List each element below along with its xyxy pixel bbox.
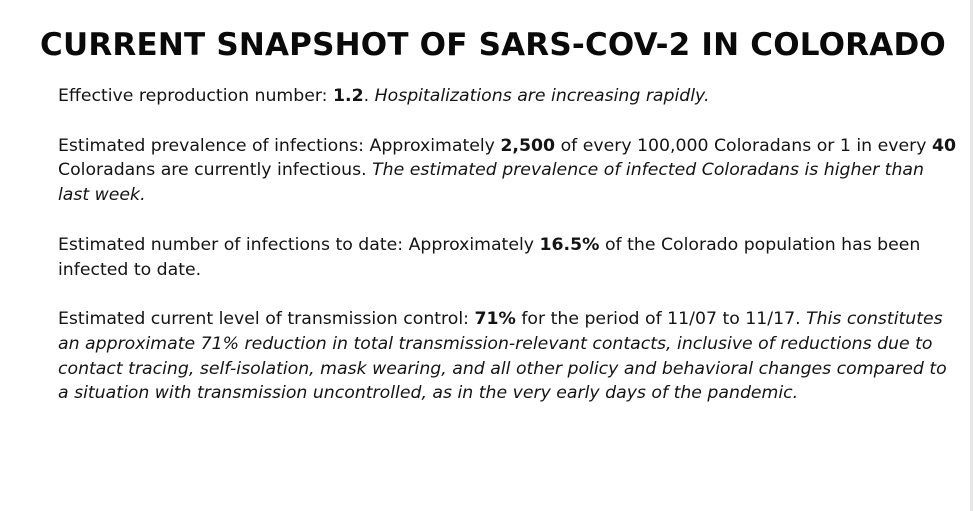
reproduction-note: Hospitalizations are increasing rapidly.: [374, 86, 710, 106]
prevalence-text-2: Coloradans are currently infectious.: [58, 160, 373, 181]
prevalence-paragraph: [58, 134, 958, 208]
prevalence-note: The estimated prevalence of infected Coloradans is higher than last week.: [58, 160, 924, 206]
slide-title: CURRENT SNAPSHOT OF SARS-COV-2 IN COLORADO: [40, 27, 946, 63]
transmission-value: 71%: [474, 309, 516, 330]
slide-body: [58, 84, 958, 406]
infections-paragraph: [58, 233, 958, 282]
reproduction-label: Effective reproduction number:: [58, 86, 333, 106]
prevalence-count: 2,500: [500, 135, 556, 156]
transmission-text: for the period of 11/07 to 11/17.: [515, 309, 807, 330]
reproduction-period: .: [363, 86, 375, 106]
infections-text: of the Colorado population has been infected to date.: [58, 234, 921, 280]
reproduction-paragraph: [58, 84, 958, 109]
transmission-label: Estimated current level of transmission control:: [58, 309, 475, 330]
prevalence-label: Estimated prevalence of infections: Approximately: [58, 135, 501, 156]
infections-label: Estimated number of infections to date: Approximately: [58, 234, 540, 255]
transmission-note: This constitutes an approximate 71% reduction in total transmission-relevant contacts, inclusive of reductions due to contact tracing, self-isolation, mask wearing, and all other policy and behavioral changes compared to a situation with transmission uncontrolled, as in the very early days of the pandemic.: [58, 309, 947, 404]
reproduction-value: 1.2: [333, 86, 364, 106]
transmission-paragraph: [58, 307, 958, 406]
prevalence-ratio: 40: [931, 135, 956, 156]
infections-value: 16.5%: [539, 234, 600, 255]
prevalence-text-1: of every 100,000 Coloradans or 1 in every: [555, 135, 932, 156]
